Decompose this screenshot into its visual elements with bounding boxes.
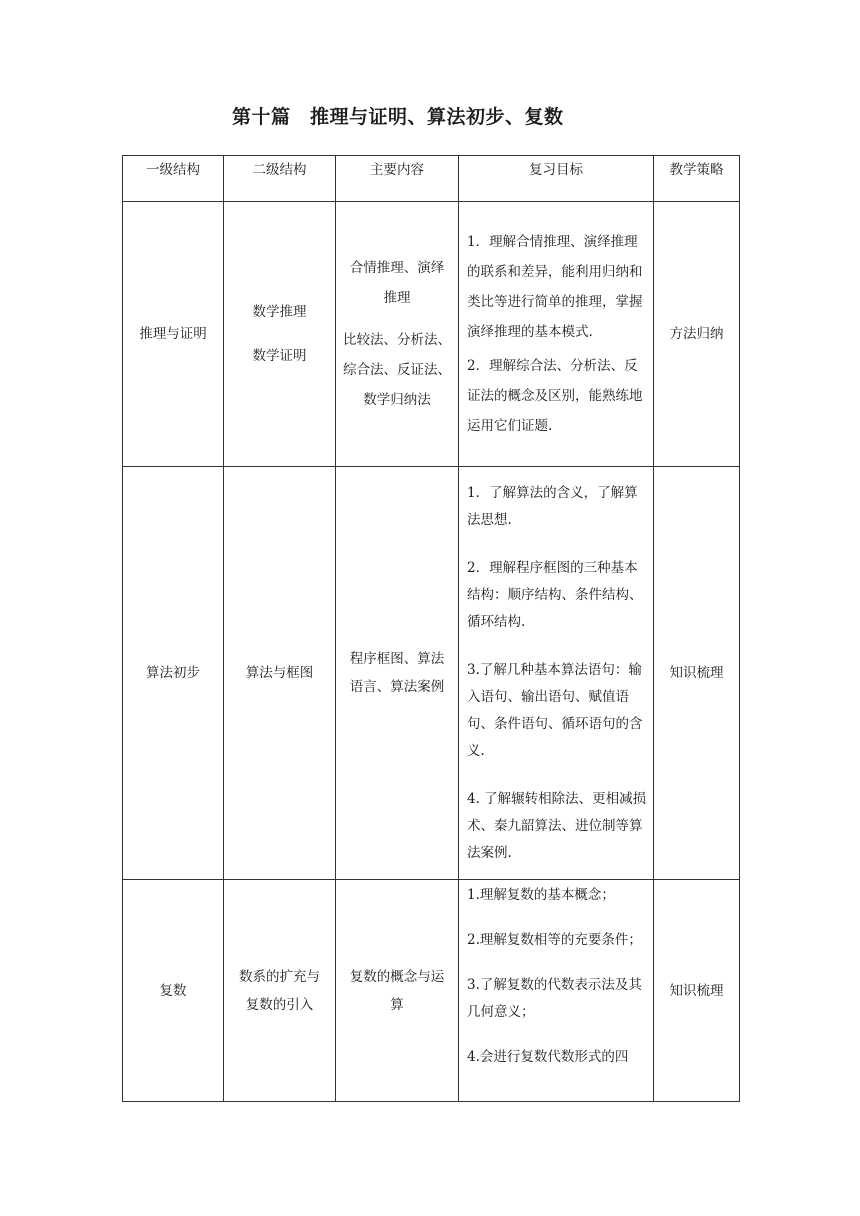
content-line: 合情推理、演绎: [349, 260, 445, 276]
goal-item: 2.理解复数相等的充要条件；: [467, 932, 642, 948]
row-content: [336, 467, 459, 880]
row-content: [336, 202, 459, 467]
level2-line: 数系的扩充与: [239, 968, 320, 985]
goal-item: 1．理解合情推理、演绎推理的联系和差异，能利用归纳和类比等进行简单的推理，掌握演绎推理的基本模式.: [467, 234, 643, 340]
goal-item: 3.了解复数的代数表示法及其几何意义；: [467, 977, 642, 1020]
level2-line: 复数的引入: [245, 996, 314, 1013]
row-goals: [459, 880, 654, 1102]
content-line: 复数的概念与运: [349, 968, 445, 985]
header-level1: 一级结构: [123, 156, 224, 202]
goal-item: 4.会进行复数代数形式的四: [467, 1049, 629, 1065]
goal-item: 1．了解算法的含义，了解算法思想.: [467, 484, 638, 528]
goal-item: 3.了解几种基本算法语句：输入语句、输出语句、赋值语句、条件语句、循环语句的含义.: [467, 661, 643, 759]
content-line: 比较法、分析法、: [343, 332, 451, 348]
content-line: 数学归纳法: [363, 392, 431, 408]
review-table: [122, 155, 740, 1102]
level2-line: 数学推理: [252, 304, 307, 320]
row-strategy: 知识梳理: [654, 467, 740, 880]
goal-item: 4. 了解辗转相除法、更相减损术、秦九韶算法、进位制等算法案例.: [467, 790, 647, 861]
goal-item: 1.理解复数的基本概念；: [467, 887, 615, 903]
row-level1: 推理与证明: [123, 202, 224, 467]
row-level2: 算法与框图: [224, 467, 336, 880]
goal-item: 2．理解程序框图的三种基本结构：顺序结构、条件结构、循环结构.: [467, 559, 643, 630]
header-row: [123, 156, 740, 202]
content-line: 综合法、反证法、: [343, 362, 451, 378]
row-strategy: 方法归纳: [654, 202, 740, 467]
content-line: 程序框图、算法: [349, 651, 445, 667]
row-level2: [224, 880, 336, 1102]
table-row: [123, 202, 740, 467]
goal-item: 2．理解综合法、分析法、反证法的概念及区别，能熟练地运用它们证题.: [467, 358, 643, 434]
table-row: [123, 467, 740, 880]
header-content: 主要内容: [336, 156, 459, 202]
row-level2: [224, 202, 336, 467]
content-line: 算: [390, 996, 404, 1013]
header-goals: 复习目标: [459, 156, 654, 202]
table-row: [123, 880, 740, 1102]
level2-line: 数学证明: [252, 348, 307, 364]
row-strategy: 知识梳理: [654, 880, 740, 1102]
page-title: 第十篇 推理与证明、算法初步、复数: [232, 106, 564, 128]
row-goals: [459, 202, 654, 467]
row-level1: 算法初步: [123, 467, 224, 880]
row-goals: [459, 467, 654, 880]
content-line: 语言、算法案例: [349, 679, 445, 695]
header-strategy: 教学策略: [654, 156, 740, 202]
header-level2: 二级结构: [224, 156, 336, 202]
content-line: 推理: [383, 290, 411, 306]
row-level1: 复数: [123, 880, 224, 1102]
row-content: [336, 880, 459, 1102]
